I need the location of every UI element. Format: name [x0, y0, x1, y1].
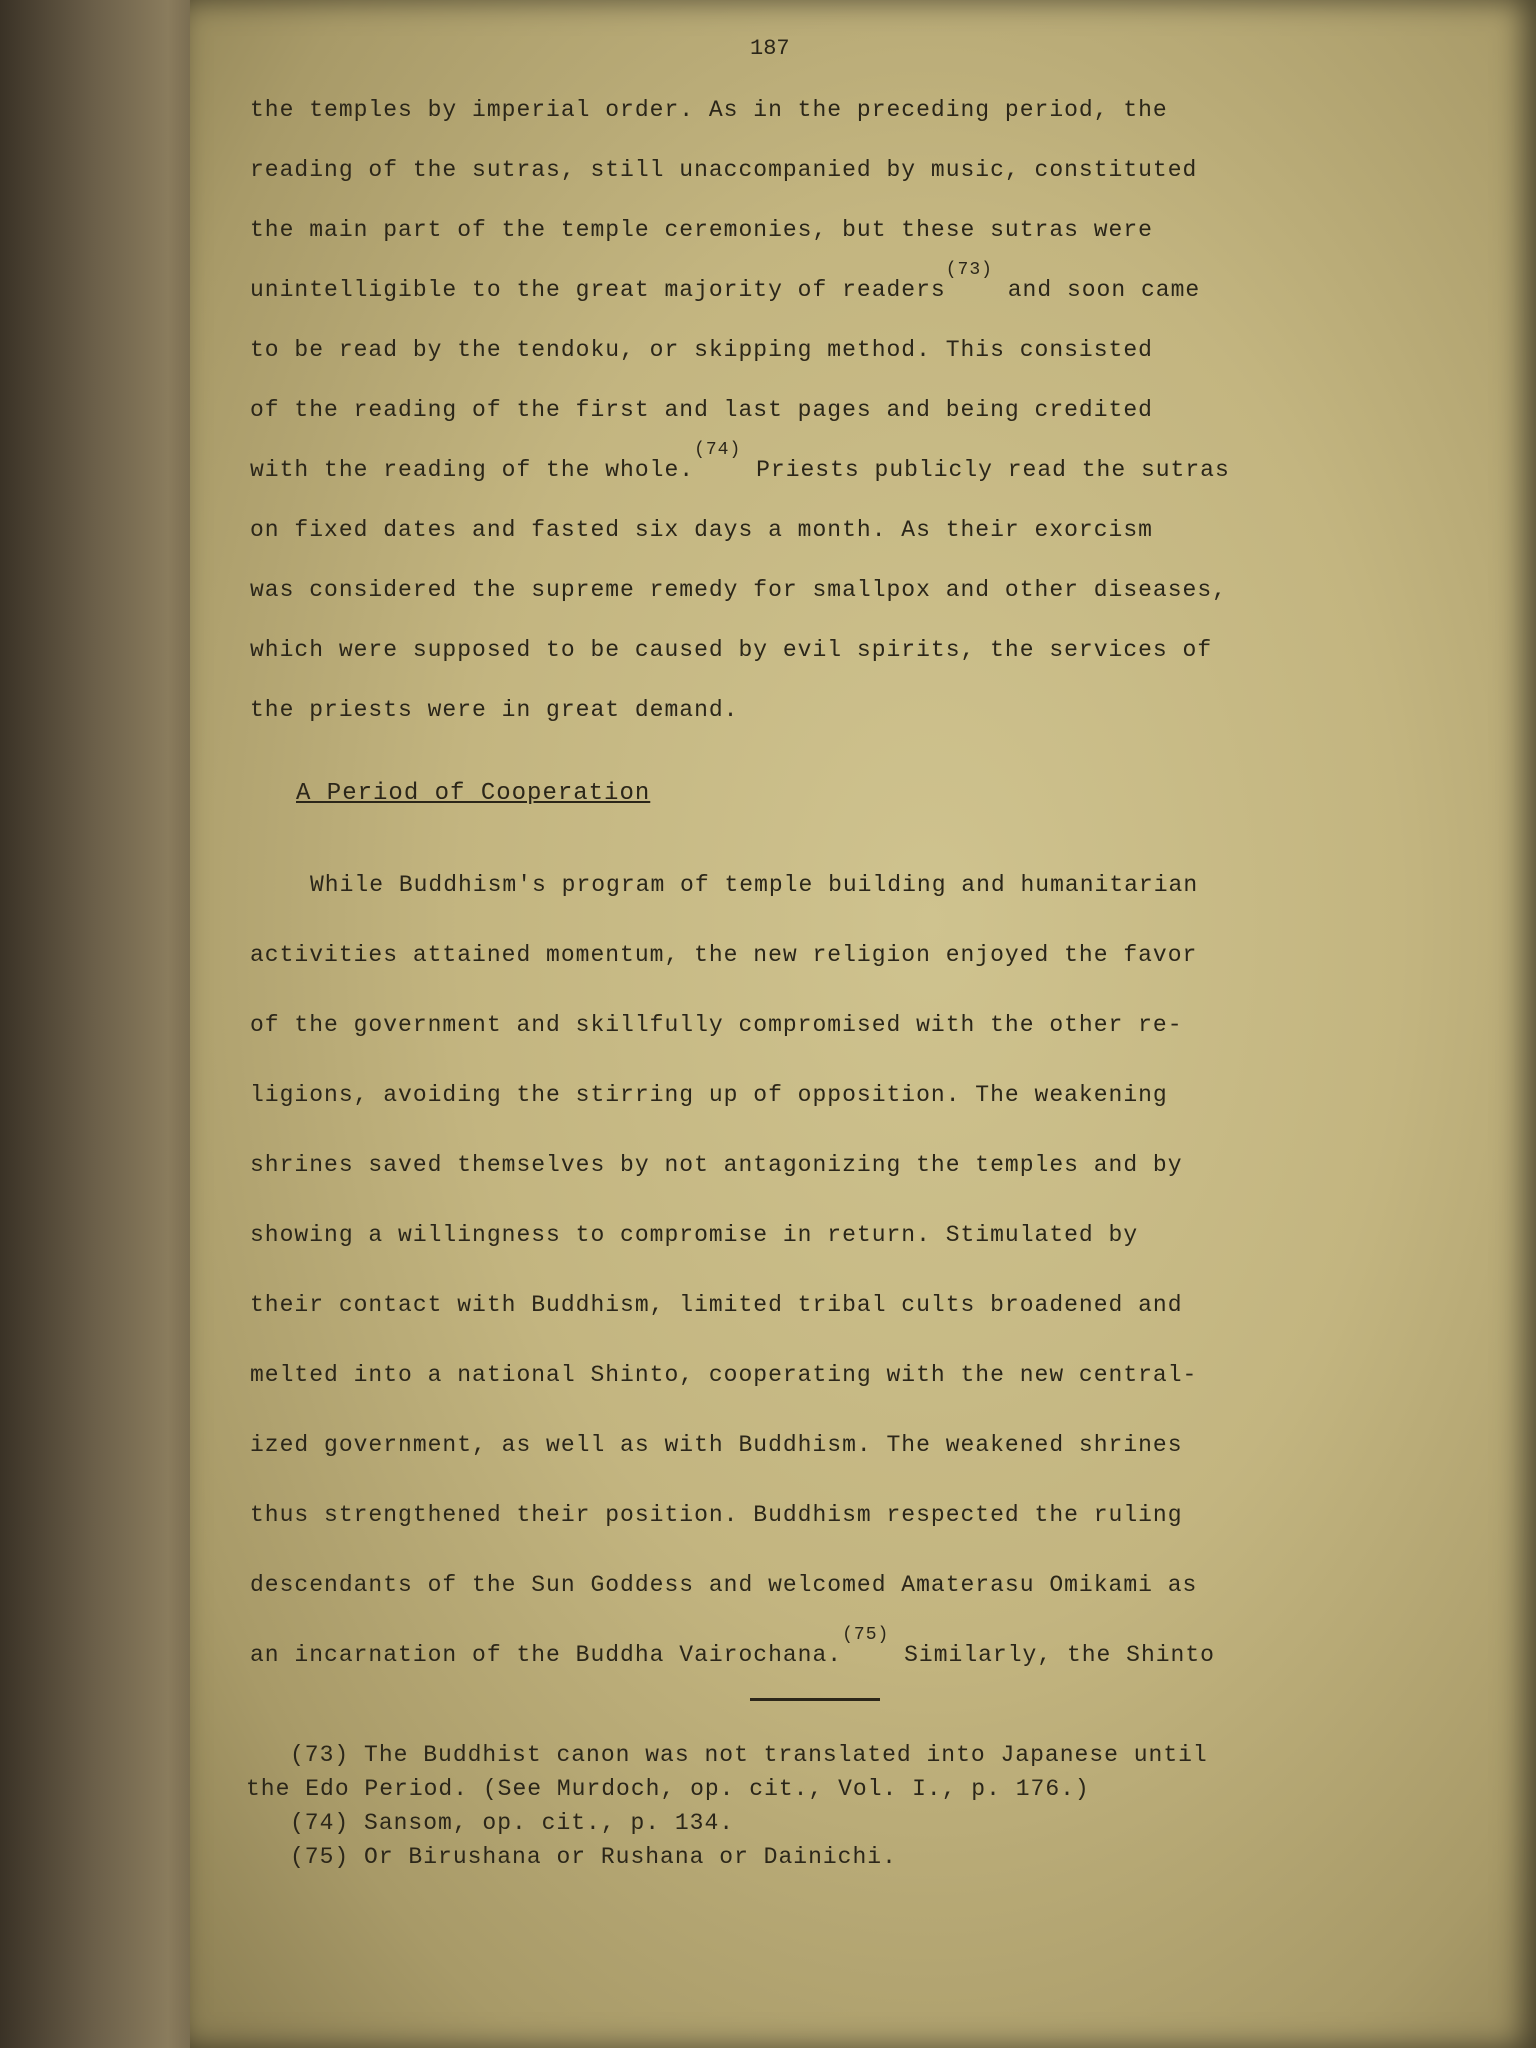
- paragraph-1: [250, 80, 1430, 740]
- text-line: the main part of the temple ceremonies, but these sutras were: [250, 217, 1153, 243]
- text-line: ized government, as well as with Buddhism. The weakened shrines: [250, 1432, 1183, 1458]
- footnote-line: the Edo Period. (See Murdoch, op. cit., Vol. I., p. 176.): [246, 1776, 1090, 1802]
- text-line: their contact with Buddhism, limited tribal cults broadened and: [250, 1292, 1183, 1318]
- text-line: of the reading of the first and last pages and being credited: [250, 397, 1153, 423]
- line-text: Priests publicly read the sutras: [741, 457, 1230, 483]
- line-text: Similarly, the Shinto: [889, 1642, 1215, 1668]
- footnote-marker: (74): [694, 440, 742, 460]
- text-line: was considered the supreme remedy for smallpox and other diseases,: [250, 577, 1227, 603]
- text-line: the priests were in great demand.: [250, 697, 739, 723]
- book-spine: [0, 0, 210, 2048]
- text-line: reading of the sutras, still unaccompanied by music, constituted: [250, 157, 1198, 183]
- text-line: melted into a national Shinto, cooperating with the new central-: [250, 1362, 1198, 1388]
- paragraph-2: [250, 850, 1470, 1690]
- line-text: with the reading of the whole.: [250, 457, 695, 483]
- footnote-line: (74) Sansom, op. cit., p. 134.: [290, 1810, 735, 1836]
- footnote-marker: (73): [945, 260, 993, 280]
- footnote-line: (75) Or Birushana or Rushana or Dainichi.: [290, 1844, 897, 1870]
- footnotes: [246, 1738, 1208, 1874]
- text-line: which were supposed to be caused by evil spirits, the services of: [250, 637, 1213, 663]
- footnote-marker: (75): [842, 1625, 890, 1645]
- text-line: activities attained momentum, the new religion enjoyed the favor: [250, 942, 1198, 968]
- text-line: of the government and skillfully compromised with the other re-: [250, 1012, 1183, 1038]
- text-line: [250, 1620, 1470, 1690]
- text-line: thus strengthened their position. Buddhism respected the ruling: [250, 1502, 1183, 1528]
- line-text: and soon came: [992, 277, 1201, 303]
- text-line: on fixed dates and fasted six days a month. As their exorcism: [250, 517, 1153, 543]
- line-text: unintelligible to the great majority of readers: [250, 277, 946, 303]
- text-line: ligions, avoiding the stirring up of opposition. The weakening: [250, 1082, 1168, 1108]
- text-line: [250, 260, 1430, 320]
- footnote-separator: [750, 1698, 880, 1701]
- document-page: [190, 0, 1536, 2048]
- text-line: shrines saved themselves by not antagonizing the temples and by: [250, 1152, 1183, 1178]
- text-line: the temples by imperial order. As in the preceding period, the: [250, 97, 1168, 123]
- text-line: descendants of the Sun Goddess and welcomed Amaterasu Omikami as: [250, 1572, 1198, 1598]
- page-number: 187: [750, 36, 790, 61]
- section-heading: A Period of Cooperation: [296, 780, 651, 807]
- text-line: [250, 440, 1430, 500]
- line-text: an incarnation of the Buddha Vairochana.: [250, 1642, 843, 1668]
- text-line: showing a willingness to compromise in return. Stimulated by: [250, 1222, 1139, 1248]
- text-line: to be read by the tendoku, or skipping method. This consisted: [250, 337, 1153, 363]
- footnote-line: (73) The Buddhist canon was not translated into Japanese until: [290, 1742, 1208, 1768]
- text-line: While Buddhism's program of temple building and humanitarian: [310, 872, 1199, 898]
